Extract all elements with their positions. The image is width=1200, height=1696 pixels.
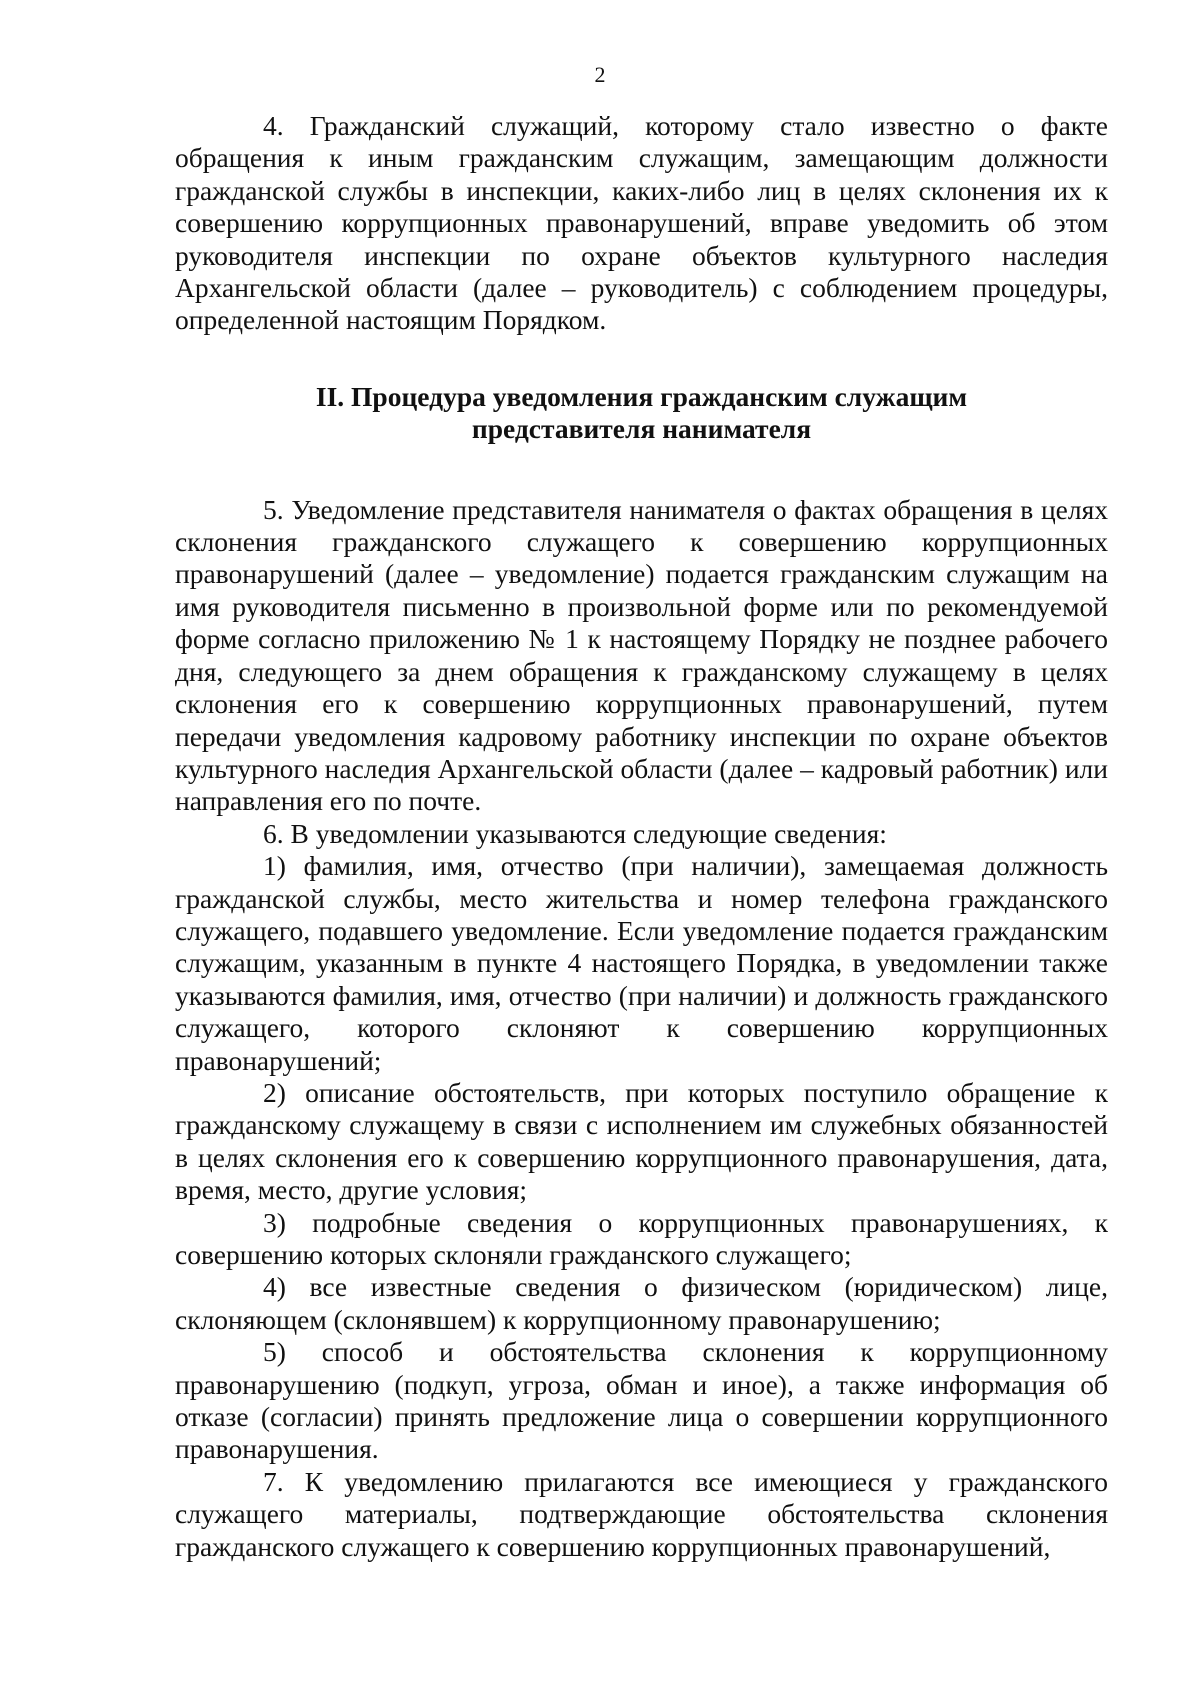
- list-item-3: 3) подробные сведения о коррупционных правонарушениях, к совершению которых склоняли гражданского служащего;: [175, 1206, 1108, 1270]
- list-item-1: 1) фамилия, имя, отчество (при наличии), замещаемая должность гражданской службы, место жительства и номер телефона гражданского служащего, подавшего уведомление. Если уведомление подается гражданским служащим, указанным в пункте 4 настоящего Порядка, в уведомлении также указываются фамилия, имя, отчество (при наличии) и должность гражданского служащего, которого склоняют к совершению коррупционных правонарушений;: [175, 850, 1108, 1076]
- section-heading-line-1: II. Процедура уведомления гражданским служащим: [315, 380, 968, 412]
- document-body: [175, 110, 1108, 1563]
- section-heading-line-2: представителя нанимателя: [471, 413, 812, 445]
- section-heading: [175, 381, 1108, 446]
- list-item-2: 2) описание обстоятельств, при которых поступило обращение к гражданскому служащему в связи с исполнением им служебных обязанностей в целях склонения его к совершению коррупционного правонарушения, дата, время, место, другие условия;: [175, 1076, 1108, 1206]
- page-number: 2: [594, 62, 606, 87]
- paragraph-7: 7. К уведомлению прилагаются все имеющиеся у гражданского служащего материалы, подтверждающие обстоятельства склонения гражданского служащего к совершению коррупционных правонарушений,: [175, 1465, 1108, 1562]
- paragraph-6: 6. В уведомлении указываются следующие сведения:: [263, 817, 887, 849]
- list-item-5: 5) способ и обстоятельства склонения к коррупционному правонарушению (подкуп, угроза, обман и иное), а также информация об отказе (согласии) принять предложение лица о совершении коррупционного правонарушения.: [175, 1336, 1108, 1465]
- paragraph-5: 5. Уведомление представителя нанимателя о фактах обращения в целях склонения гражданского служащего к совершению коррупционных правонарушений (далее – уведомление) подается гражданским служащим на имя руководителя письменно в произвольной форме или по рекомендуемой форме согласно приложению № 1 к настоящему Порядку не позднее рабочего дня, следующего за днем обращения к гражданскому служащему в целях склонения его к совершению коррупционных правонарушений, путем передачи уведомления кадровому работнику инспекции по охране объектов культурного наследия Архангельской области (далее – кадровый работник) или направления его по почте.: [175, 493, 1108, 817]
- list-item-4: 4) все известные сведения о физическом (юридическом) лице, склоняющем (склонявшем) к коррупционному правонарушению;: [175, 1271, 1108, 1335]
- paragraph-4: 4. Гражданский служащий, которому стало известно о факте обращения к иным гражданским служащим, замещающим должности гражданской службы в инспекции, каких-либо лиц в целях склонения их к совершению коррупционных правонарушений, вправе уведомить об этом руководителя инспекции по охране объектов культурного наследия Архангельской области (далее – руководитель) с соблюдением процедуры, определенной настоящим Порядком.: [175, 110, 1108, 336]
